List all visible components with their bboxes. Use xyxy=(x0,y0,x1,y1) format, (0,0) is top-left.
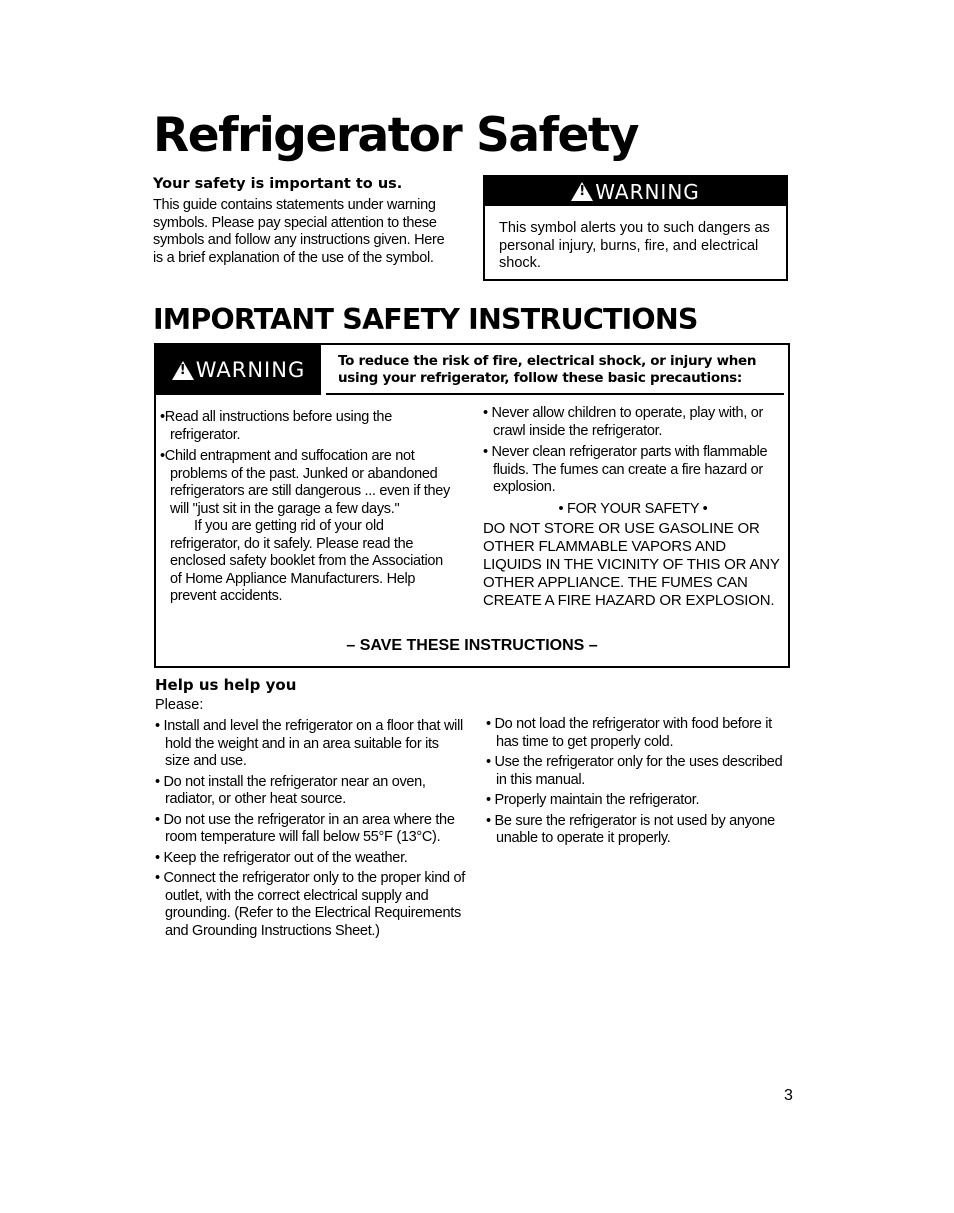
warning-label: WARNING xyxy=(595,179,700,204)
list-item-paragraph: If you are getting rid of your old refrigerator, do it safely. Please read the enclosed safety booklet from the Association of Home Appliance Manufacturers. Help prevent accidents. xyxy=(170,518,443,604)
warning-triangle-icon xyxy=(571,182,593,201)
help-left-column xyxy=(155,718,465,943)
safety-instructions-box xyxy=(154,343,790,668)
list-item: • Install and level the refrigerator on a floor that will hold the weight and in an area suitable for its size and use. xyxy=(155,718,463,769)
for-your-safety-label: • FOR YOUR SAFETY • xyxy=(558,500,708,517)
warning-symbol-text: This symbol alerts you to such dangers as personal injury, burns, fire, and electrical shock. xyxy=(499,220,770,271)
list-item: • Be sure the refrigerator is not used by anyone unable to operate it properly. xyxy=(486,812,775,846)
warning-caption xyxy=(326,345,784,395)
list-item: • Do not install the refrigerator near an oven, radiator, or other heat source. xyxy=(155,773,426,807)
list-item: • Use the refrigerator only for the uses described in this manual. xyxy=(486,754,783,788)
intro-text: This guide contains statements under warning symbols. Please pay special attention to these symbols and follow any instructions given. Here is a brief explanation of the use of the symbol. xyxy=(153,197,445,266)
gasoline-warning-text: DO NOT STORE OR USE GASOLINE OR OTHER FLAMMABLE VAPORS AND LIQUIDS IN THE VICINITY OF THIS OR ANY OTHER APPLIANCE. THE FUMES CAN CREATE A FIRE HAZARD OR EXPLOSION. xyxy=(483,520,780,609)
warning-caption-text: To reduce the risk of fire, electrical shock, or injury when using your refrigerator, follow these basic precautions: xyxy=(338,353,757,386)
warning-banner xyxy=(156,345,321,395)
list-item: • Do not use the refrigerator in an area where the room temperature will fall below 55°F (13°C). xyxy=(155,811,455,845)
warning-symbol-box xyxy=(483,175,788,281)
list-item: •Read all instructions before using the refrigerator. xyxy=(160,409,392,443)
list-item: • Never clean refrigerator parts with flammable fluids. The fumes can create a fire hazard or explosion. xyxy=(483,444,768,495)
list-item: • Do not load the refrigerator with food before it has time to get properly cold. xyxy=(486,716,772,750)
intro-heading: Your safety is important to us. xyxy=(153,176,403,192)
page-title: Refrigerator Safety xyxy=(153,108,639,163)
list-item: • Never allow children to operate, play with, or crawl inside the refrigerator. xyxy=(483,405,764,439)
instructions-left-column xyxy=(160,409,450,606)
warning-triangle-icon xyxy=(172,361,194,380)
list-item: •Child entrapment and suffocation are not problems of the past. Junked or abandoned refrigerators are still dangerous ... even if they will "just sit in the garage a few days." xyxy=(160,448,450,517)
instructions-right-column xyxy=(483,405,783,610)
list-item: • Connect the refrigerator only to the proper kind of outlet, with the correct electrical supply and grounding. (Refer to the Electrical Requirements and Grounding Instructions Sheet.) xyxy=(155,870,465,939)
list-item: • Keep the refrigerator out of the weather. xyxy=(155,849,408,866)
safety-instructions-heading: IMPORTANT SAFETY INSTRUCTIONS xyxy=(153,303,698,336)
warning-banner xyxy=(485,177,786,206)
list-item: • Properly maintain the refrigerator. xyxy=(486,792,700,808)
help-right-column xyxy=(486,716,796,851)
save-instructions-label: – SAVE THESE INSTRUCTIONS – xyxy=(346,637,598,654)
help-please: Please: xyxy=(155,697,204,713)
page-number: 3 xyxy=(784,1087,793,1104)
help-heading: Help us help you xyxy=(155,676,297,694)
warning-label: WARNING xyxy=(195,358,306,382)
